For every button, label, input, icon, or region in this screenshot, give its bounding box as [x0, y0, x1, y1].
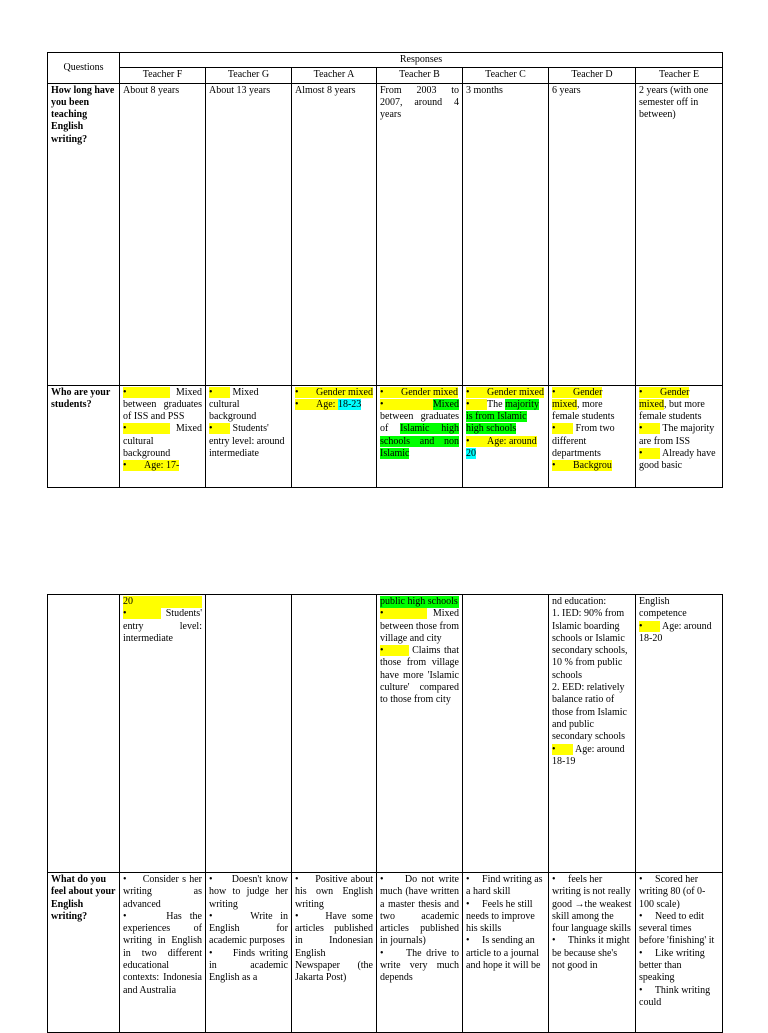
answer-cell — [549, 385, 636, 487]
answer-cell — [292, 873, 377, 1033]
list-item: • Gender mixed — [466, 386, 544, 398]
list-item: • Mixed cultural background — [123, 423, 202, 460]
list-item: • Age: 18-23 — [295, 398, 362, 410]
answer-cell — [206, 385, 292, 487]
answer-cell: 6 years — [549, 83, 636, 385]
continued-text: 20 — [123, 596, 202, 608]
list-item: • Age: around 20 — [466, 435, 537, 460]
list-item: • Think writing could — [639, 984, 711, 1008]
answer-cell — [463, 595, 549, 873]
continued-text: nd education: — [552, 596, 607, 607]
answer-cell — [377, 595, 463, 873]
teacher-f-header: Teacher F — [120, 68, 206, 83]
answer-cell — [292, 385, 377, 487]
teacher-a-header: Teacher A — [292, 68, 377, 83]
table-row — [48, 595, 723, 873]
questions-header: Questions — [48, 53, 120, 84]
answer-cell — [120, 385, 206, 487]
list-item: • Need to edit several times before 'finishing' it — [639, 910, 715, 947]
list-item: • Students' entry level: around intermediate — [209, 423, 285, 460]
teacher-d-header: Teacher D — [549, 68, 636, 83]
teacher-b-header: Teacher B — [377, 68, 463, 83]
answer-cell: Almost 8 years — [292, 83, 377, 385]
answer-cell — [636, 385, 723, 487]
table-row — [48, 385, 723, 487]
question-cell: How long have you been teaching English writing? — [48, 83, 120, 385]
list-item: • Students' entry level: intermediate — [123, 608, 202, 644]
list-item: • The majority are from ISS — [639, 423, 715, 447]
list-item: • Doesn't know how to judge her writing — [209, 874, 288, 910]
list-item: • Gender mixed — [380, 386, 458, 398]
list-item: • Age: around 18-20 — [639, 620, 712, 644]
teacher-c-header: Teacher C — [463, 68, 549, 83]
table-row — [48, 873, 723, 1033]
list-item: • Consider s her writing as advanced — [123, 874, 202, 910]
answer-cell — [463, 873, 549, 1033]
list-item: • The drive to write very much depends — [380, 947, 460, 984]
continued-text: English competence — [639, 596, 687, 620]
list-item: • Write in English for academic purposes — [209, 910, 288, 947]
answer-cell — [549, 873, 636, 1033]
list-item: • Mixed between those from village and city — [380, 608, 459, 644]
answer-cell — [120, 595, 206, 873]
list-item: • Thinks it might be because she's not good in — [552, 935, 630, 972]
answer-cell — [292, 595, 377, 873]
list-item: • Feels he still needs to improve his skills — [466, 898, 535, 935]
responses-header: Responses — [120, 53, 723, 68]
answer-cell — [463, 385, 549, 487]
answer-cell — [636, 595, 723, 873]
list-item: • feels her writing is not really good →the weakest skill among the four language skills — [552, 874, 632, 935]
list-item: • Claims that those from village have more 'Islamic culture' compared to those from city — [380, 645, 459, 706]
list-item: • Mixed cultural background — [209, 386, 259, 423]
list-item: • Do not write much (have written a master thesis and two academic articles published in journals) — [380, 874, 459, 947]
list-item: • Backgrou — [552, 460, 612, 472]
list-item: • Positive about his own English writing — [295, 874, 373, 910]
list-item: • Gender mixed — [295, 386, 373, 398]
continued-text: public high schools — [380, 596, 458, 607]
list-item: • Age: 17- — [123, 460, 180, 472]
list-item: 1. IED: 90% from Islamic boarding schools or Islamic secondary schools, 10 % from public schools — [552, 608, 628, 681]
list-item: • Find writing as a hard skill — [466, 874, 543, 898]
answer-cell: 2 years (with one semester off in between) — [636, 83, 723, 385]
responses-table-page-top — [47, 52, 723, 488]
answer-cell — [120, 873, 206, 1033]
question-cell: What do you feel about your English writing? — [48, 873, 120, 1033]
answer-cell: 3 months — [463, 83, 549, 385]
list-item: • Mixed between graduates of Islamic high schools and non Islamic — [380, 398, 459, 460]
list-item: • Gender mixed, more female students — [552, 386, 615, 423]
answer-cell: About 13 years — [206, 83, 292, 385]
list-item: • From two different departments — [552, 423, 615, 460]
table-row — [48, 83, 723, 385]
list-item: • Like writing better than speaking — [639, 947, 705, 984]
list-item: • Finds writing in academic English as a — [209, 947, 288, 984]
answer-cell — [549, 595, 636, 873]
answer-cell — [636, 873, 723, 1033]
list-item: • Have some articles published in Indonesian English Newspaper (the Jakarta Post) — [295, 910, 373, 984]
list-item: • Age: around 18-19 — [552, 743, 625, 767]
responses-table-page-bottom — [47, 594, 723, 1033]
question-cell — [48, 595, 120, 873]
answer-cell — [206, 595, 292, 873]
question-cell: Who are your students? — [48, 385, 120, 487]
list-item: • Scored her writing 80 (of 0-100 scale) — [639, 874, 706, 910]
teacher-g-header: Teacher G — [206, 68, 292, 83]
list-item: • Mixed between graduates of ISS and PSS — [123, 386, 202, 423]
list-item: • Has the experiences of writing in English in two different educational contexts: Indonesia and Australia — [123, 910, 202, 996]
list-item: • Gender mixed, but more female students — [639, 386, 705, 423]
answer-cell — [377, 385, 463, 487]
list-item: • Already have good basic — [639, 448, 716, 472]
teacher-e-header: Teacher E — [636, 68, 723, 83]
answer-cell — [206, 873, 292, 1033]
answer-cell — [377, 873, 463, 1033]
answer-cell: About 8 years — [120, 83, 206, 385]
list-item: • The majority is from Islamic high schools — [466, 398, 539, 435]
answer-cell: From 2003 to 2007, around 4 years — [377, 83, 463, 385]
list-item: • Is sending an article to a journal and hope it will be — [466, 935, 541, 972]
list-item: 2. EED: relatively balance ratio of those from Islamic and public secondary schools — [552, 682, 627, 743]
